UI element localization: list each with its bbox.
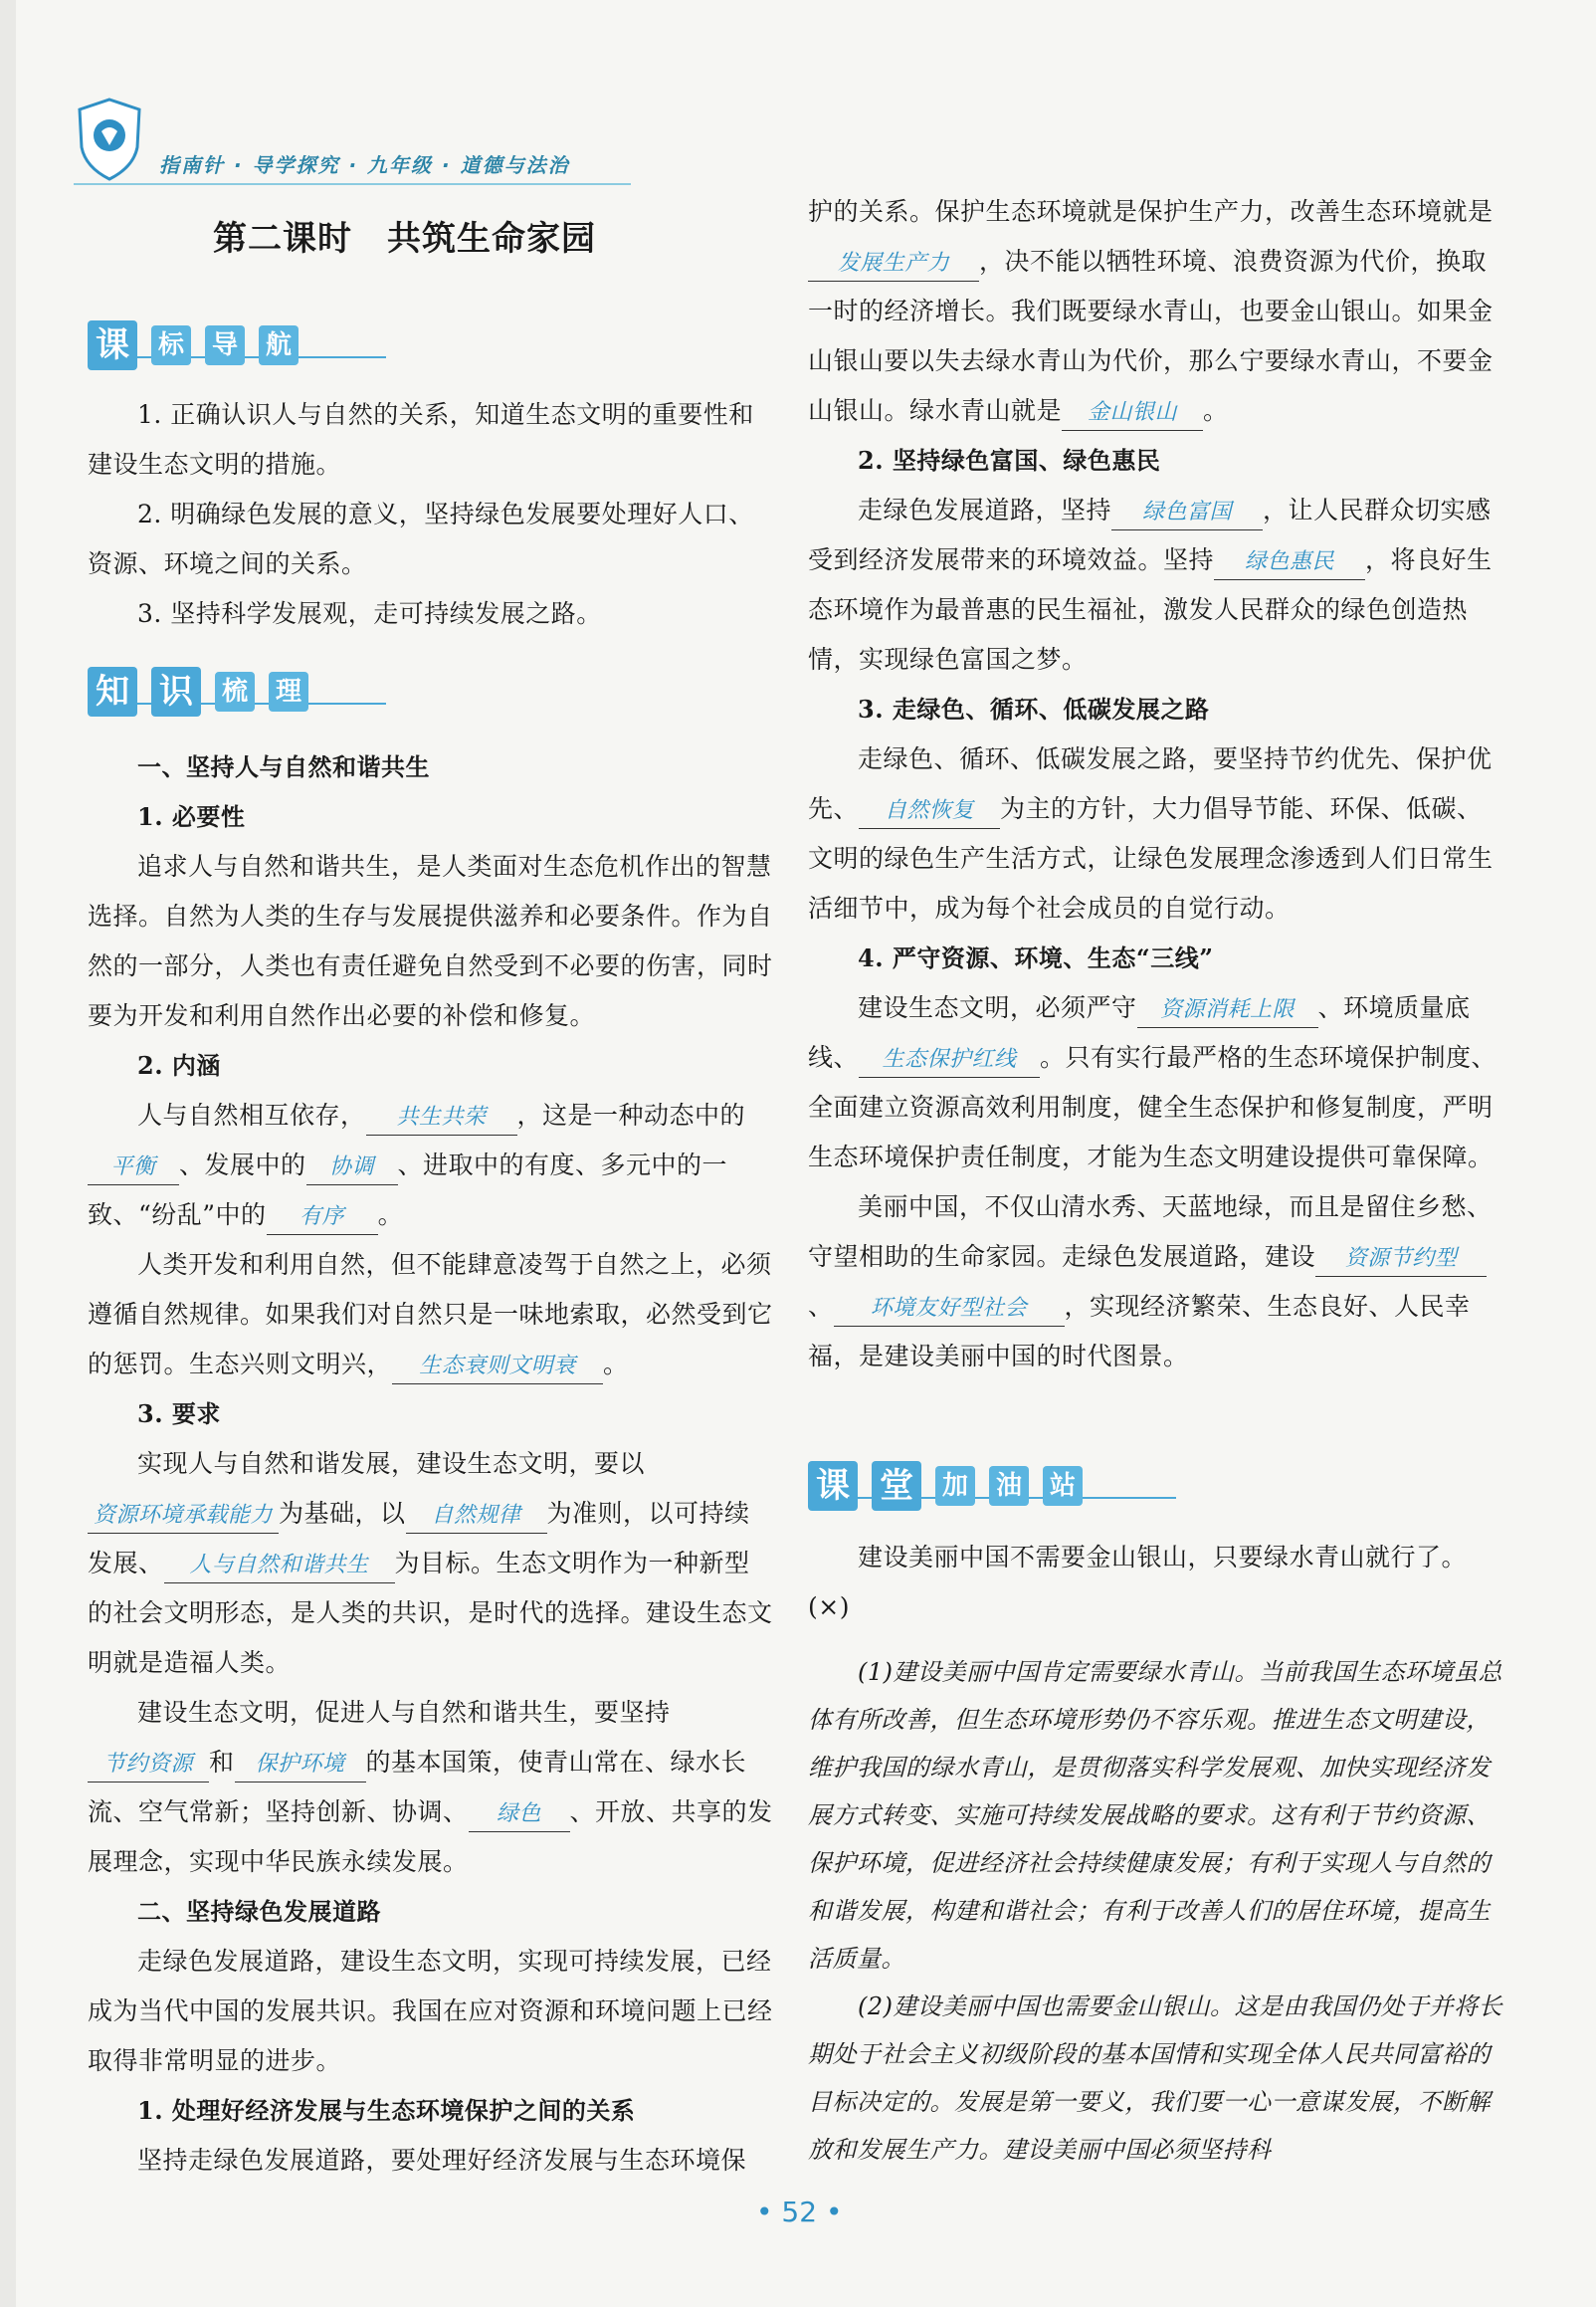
subheading: 1. 处理好经济发展与生态环境保护之间的关系 <box>137 2096 636 2125</box>
paragraph: 走绿色发展道路，建设生态文明，实现可持续发展，已经成为当代中国的发展共识。我国在应对资源和环境问题上已经取得非常明显的进步。 <box>88 1947 773 2075</box>
banner-course-guide <box>88 320 386 374</box>
exercise-block <box>808 1533 1504 1632</box>
exercise-statement: 建设美丽中国不需要金山银山，只要绿水青山就行了。 <box>858 1543 1468 1572</box>
banner-char: 识 <box>151 667 201 717</box>
exercise-explanation <box>808 1648 1504 2174</box>
paragraph: 美丽中国，不仅山清水秀、天蓝地绿，而且是留住乡愁、守望相助的生命家园。走绿色发展道路，建设 资源节约型、 环境友好型社会 ，实现经济繁荣、生态良好、人民幸福，是建设美丽中国的时代图景。 <box>808 1192 1493 1370</box>
explanation-paragraph: (2)建设美丽中国也需要金山银山。这是由我国仍处于并将长期处于社会主义初级阶段的基本国情和实现全体人民共同富裕的目标决定的。发展是第一要义，我们要一心一意谋发展，不断解放和发展生产力。建设美丽中国必须坚持科 <box>808 1992 1502 2164</box>
page-number: • 52 • <box>756 2196 843 2228</box>
answer-blank: 绿色 <box>469 1797 570 1832</box>
banner-char: 油 <box>989 1466 1029 1506</box>
answer-blank: 有序 <box>267 1200 378 1235</box>
answer-blank: 平衡 <box>88 1151 179 1185</box>
answer-blank: 环境友好型社会 <box>834 1292 1065 1327</box>
banner-char: 梳 <box>215 672 255 712</box>
header-rule <box>74 183 631 185</box>
answer-blank: 人与自然和谐共生 <box>164 1549 395 1583</box>
banner-char: 堂 <box>872 1461 921 1511</box>
goal-item: 3. 坚持科学发展观，走可持续发展之路。 <box>137 599 602 628</box>
banner-char: 导 <box>205 325 245 365</box>
paragraph: 护的关系。保护生态环境就是保护生产力，改善生态环境就是发展生产力 ，决不能以牺牲环境、浪费资源为代价，换取一时的经济增长。我们既要绿水青山，也要金山银山。如果金山银山要以失去绿水青山为代价，那么宁要绿水青山，不要金山银山。绿水青山就是 金山银山 。 <box>808 187 1504 436</box>
paragraph: 建设生态文明，促进人与自然和谐共生，要坚持节约资源 和 保护环境 的基本国策，使青山常在、绿水长流、空气常新；坚持创新、协调、 绿色 、开放、共享的发展理念，实现中华民族永续发展。 <box>88 1698 773 1876</box>
banner-char: 航 <box>259 325 299 365</box>
banner-class-station <box>808 1461 1176 1515</box>
banner-char: 课 <box>808 1461 858 1511</box>
answer-blank: 节约资源 <box>88 1748 209 1783</box>
banner-char: 理 <box>269 672 308 712</box>
knowledge-body-left <box>88 742 774 2186</box>
answer-blank: 生态保护红线 <box>859 1043 1040 1078</box>
paragraph: 坚持走绿色发展道路，要处理好经济发展与生态环境保 <box>137 2146 747 2175</box>
paragraph: 人类开发和利用自然，但不能肆意凌驾于自然之上，必须遵循自然规律。如果我们对自然只是一味地索取，必然受到它的惩罚。生态兴则文明兴， 生态衰则文明衰 。 <box>88 1240 774 1389</box>
paragraph: 追求人与自然和谐共生，是人类面对生态危机作出的智慧选择。自然为人类的生存与发展提供滋养和必要条件。作为自然的一部分，人类也有责任避免自然受到不必要的伤害，同时要为开发和利用自然作出必要的补偿和修复。 <box>88 852 773 1030</box>
section-heading: 二、坚持绿色发展道路 <box>137 1898 381 1926</box>
answer-blank: 资源消耗上限 <box>1137 993 1318 1028</box>
answer-blank: 发展生产力 <box>808 247 979 282</box>
knowledge-body-right <box>808 187 1504 1381</box>
banner-char: 标 <box>151 325 191 365</box>
banner-char: 加 <box>935 1466 975 1506</box>
answer-blank: 绿色富国 <box>1111 496 1263 530</box>
subheading: 1. 必要性 <box>137 802 246 831</box>
goal-item: 1. 正确认识人与自然的关系，知道生态文明的重要性和建设生态文明的措施。 <box>88 400 754 479</box>
goal-item: 2. 明确绿色发展的意义，坚持绿色发展要处理好人口、资源、环境之间的关系。 <box>88 500 754 578</box>
answer-blank: 资源节约型 <box>1315 1242 1487 1277</box>
school-shield-logo-icon <box>74 96 145 183</box>
answer-blank: 协调 <box>306 1151 398 1185</box>
subheading: 3. 要求 <box>137 1399 221 1428</box>
paragraph: 建设生态文明，必须严守 资源消耗上限 、环境质量底线、 生态保护红线 。只有实行最严格的生态环境保护制度、全面建立资源高效利用制度，健全生态保护和修复制度，严明生态环境保护责任制度，才能为生态文明建设提供可靠保障。 <box>808 993 1497 1171</box>
exercise-answer-mark: (×) <box>808 1592 850 1621</box>
paragraph: 走绿色、循环、低碳发展之路，要坚持节约优先、保护优先、 自然恢复 为主的方针，大力倡导节能、环保、低碳、文明的绿色生产生活方式，让绿色发展理念渗透到人们日常生活细节中，成为每个社会成员的自觉行动。 <box>808 744 1494 923</box>
banner-char: 站 <box>1043 1466 1083 1506</box>
subheading: 2. 内涵 <box>137 1051 221 1080</box>
answer-blank: 生态衰则文明衰 <box>392 1350 603 1384</box>
section-heading: 一、坚持人与自然和谐共生 <box>137 753 430 781</box>
paragraph: 人与自然相互依存， 共生共荣 ，这是一种动态中的平衡 、发展中的 协调 、进取中的有度、多元中的一致、“纷乱”中的 有序 。 <box>88 1091 774 1240</box>
answer-blank: 自然恢复 <box>859 794 1000 829</box>
banner-knowledge-review <box>88 667 386 721</box>
answer-blank: 保护环境 <box>235 1748 366 1783</box>
answer-blank: 绿色惠民 <box>1214 545 1365 580</box>
page-edge <box>0 0 16 2307</box>
paragraph: 走绿色发展道路，坚持 绿色富国 ，让人民群众切实感受到经济发展带来的环境效益。坚持 绿色惠民 ，将良好生态环境作为最普惠的民生福祉，激发人民群众的绿色创造热情，实现绿色富国之梦。 <box>808 496 1493 674</box>
answer-blank: 金山银山 <box>1062 396 1203 431</box>
learning-goals <box>88 390 774 639</box>
answer-blank: 资源环境承载能力 <box>88 1499 279 1534</box>
banner-char: 知 <box>88 667 137 717</box>
subheading: 2. 坚持绿色富国、绿色惠民 <box>858 446 1161 475</box>
subheading: 4. 严守资源、环境、生态“三线” <box>858 944 1214 972</box>
explanation-paragraph: (1)建设美丽中国肯定需要绿水青山。当前我国生态环境虽总体有所改善，但生态环境形势仍不容乐观。推进生态文明建设，维护我国的绿水青山，是贯彻落实科学发展观、加快实现经济发展方式转变、实施可持续发展战略的要求。这有利于节约资源、保护环境，促进经济社会持续健康发展；有利于实现人与自然的和谐发展，构建和谐社会；有利于改善人们的居住环境，提高生活质量。 <box>808 1658 1502 1973</box>
lesson-title: 第二课时 共筑生命家园 <box>213 219 596 259</box>
subheading: 3. 走绿色、循环、低碳发展之路 <box>858 695 1210 724</box>
banner-char: 课 <box>88 320 137 370</box>
answer-blank: 自然规律 <box>406 1499 547 1534</box>
running-header: 指南针 · 导学探究 · 九年级 · 道德与法治 <box>159 153 570 177</box>
answer-blank: 共生共荣 <box>366 1101 517 1136</box>
paragraph: 实现人与自然和谐发展，建设生态文明，要以资源环境承载能力 为基础，以 自然规律 为准则，以可持续发展、 人与自然和谐共生 为目标。生态文明作为一种新型的社会文明形态，是人类的共识，是时代的选择。建设生态文明就是造福人类。 <box>88 1449 773 1677</box>
